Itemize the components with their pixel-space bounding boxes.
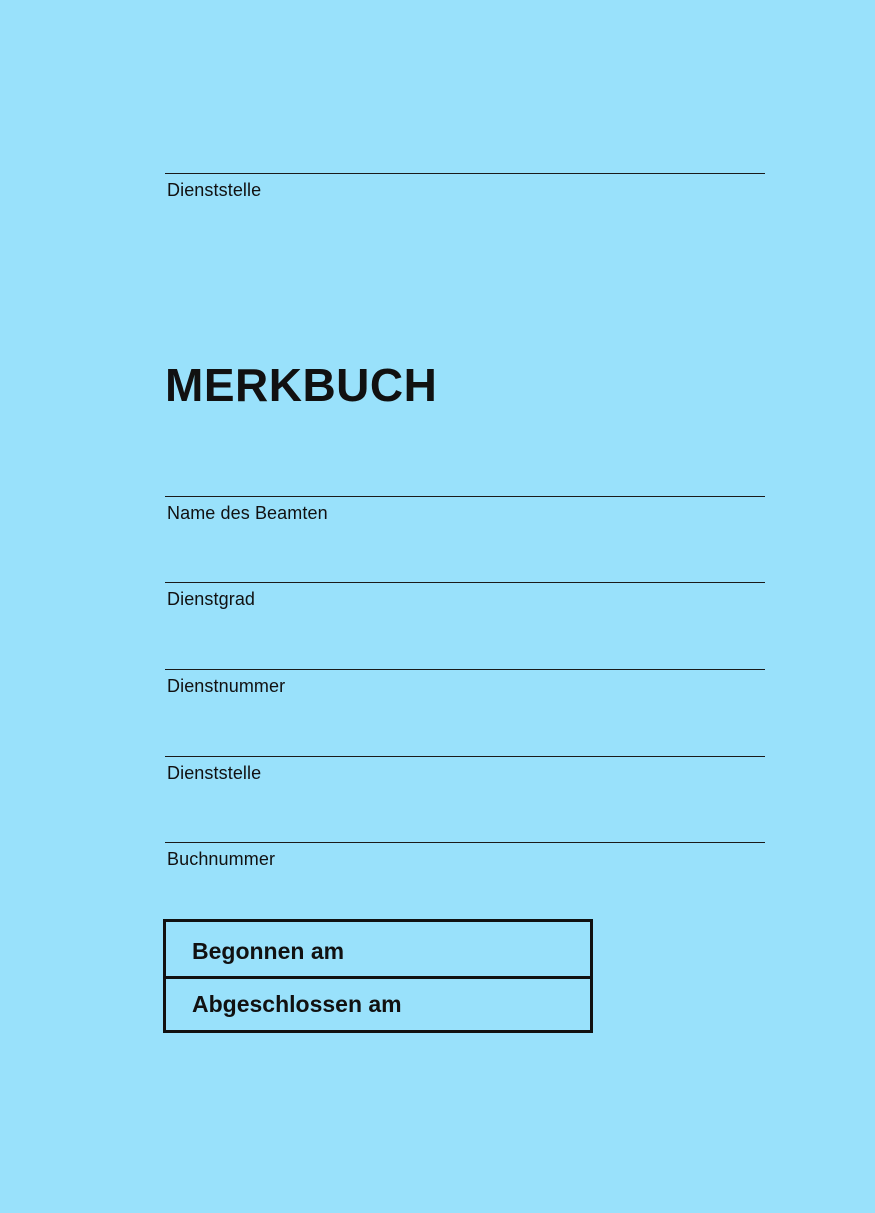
field-label: Dienstnummer [167, 676, 286, 696]
field-label: Buchnummer [167, 849, 276, 869]
field-dienstnummer [165, 669, 765, 697]
field-label: Name des Beamten [167, 503, 328, 523]
field-name-des-beamten [165, 496, 765, 524]
field-label: Dienststelle [167, 763, 262, 783]
begonnen-label: Begonnen am [192, 938, 345, 964]
field-buchnummer [165, 842, 765, 870]
field-dienstgrad [165, 582, 765, 610]
date-row-begonnen [166, 922, 590, 979]
page-title: MERKBUCH [165, 359, 438, 411]
field-dienststelle [165, 756, 765, 784]
date-box [163, 919, 593, 1033]
field-label: Dienstgrad [167, 589, 256, 609]
field-dienststelle-top [165, 173, 765, 201]
field-label: Dienststelle [167, 180, 262, 200]
abgeschlossen-label: Abgeschlossen am [192, 991, 402, 1017]
date-row-abgeschlossen [166, 979, 590, 1030]
